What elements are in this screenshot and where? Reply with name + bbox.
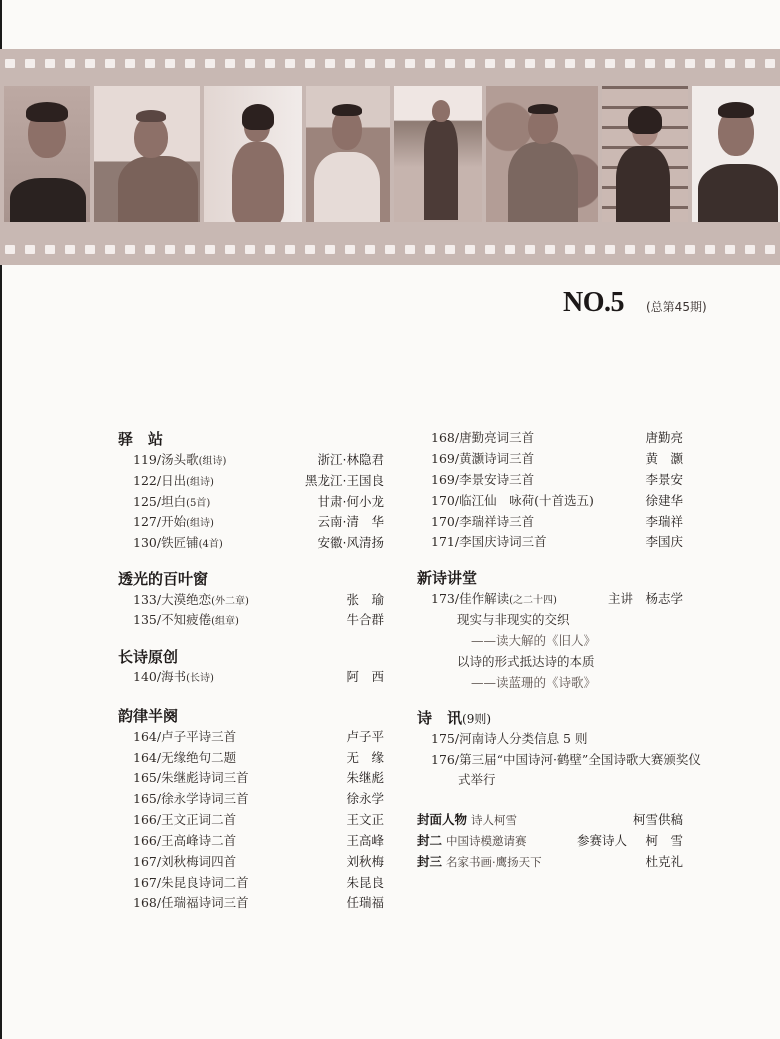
film-hole [45, 59, 55, 68]
cover-credit: 封二 中国诗模邀请赛 参赛诗人 柯 雪 [417, 833, 683, 848]
toc-row: 165/徐永学诗词三首 徐永学 [133, 791, 384, 806]
cover-credit: 封面人物 诗人柯雪 柯雪供稿 [417, 812, 683, 827]
film-hole [265, 245, 275, 254]
toc-row: 173/佳作解读(之二十四) 主讲 杨志学 [431, 591, 683, 606]
film-hole [445, 59, 455, 68]
author-photo-3 [204, 86, 302, 222]
film-hole [585, 245, 595, 254]
toc-row: 170/李瑞祥诗三首 李瑞祥 [431, 514, 683, 529]
film-hole [665, 59, 675, 68]
toc-row: 125/坦白(5首) 甘肃·何小龙 [133, 494, 384, 509]
toc-row: 167/朱昆良诗词二首 朱昆良 [133, 875, 384, 890]
film-hole [565, 59, 575, 68]
film-hole [65, 245, 75, 254]
film-hole [85, 59, 95, 68]
toc-row: 164/无缘绝句二题 无 缘 [133, 750, 384, 765]
author-photo-6 [486, 86, 598, 222]
film-hole [625, 245, 635, 254]
film-hole [525, 59, 535, 68]
toc-row: 135/不知疲倦(组章) 牛合群 [133, 612, 384, 627]
film-hole [405, 245, 415, 254]
film-hole [325, 245, 335, 254]
toc-row: 130/铁匠铺(4首) 安徽·风清扬 [133, 535, 384, 550]
film-hole [745, 245, 755, 254]
film-hole [765, 59, 775, 68]
film-hole [245, 245, 255, 254]
film-hole [345, 59, 355, 68]
film-hole [425, 59, 435, 68]
film-hole [185, 59, 195, 68]
section-title: 韵律半阕 [118, 707, 179, 725]
film-hole [405, 59, 415, 68]
film-hole [585, 59, 595, 68]
toc-row: 168/任瑞福诗词三首 任瑞福 [133, 895, 384, 910]
film-hole [65, 59, 75, 68]
film-hole [365, 245, 375, 254]
film-hole [485, 245, 495, 254]
film-hole [225, 245, 235, 254]
cover-credit: 封三 名家书画·鹰扬天下 杜克礼 [417, 854, 683, 869]
film-hole [425, 245, 435, 254]
section-title: 诗 讯(9则) [417, 709, 492, 727]
toc-row: 167/刘秋梅词四首 刘秋梅 [133, 854, 384, 869]
toc-row: 127/开始(组诗) 云南·清 华 [133, 514, 384, 529]
film-hole [285, 59, 295, 68]
news-item: 175/河南诗人分类信息 5 则 [431, 731, 588, 746]
issue-number: NO.5 [563, 287, 624, 318]
film-hole [545, 59, 555, 68]
toc-row: 166/王文正词二首 王文正 [133, 812, 384, 827]
film-hole [545, 245, 555, 254]
film-hole [465, 59, 475, 68]
film-hole [325, 59, 335, 68]
film-hole [385, 59, 395, 68]
section-title: 驿 站 [118, 430, 164, 448]
film-hole [505, 59, 515, 68]
author-photo-7 [602, 86, 688, 222]
film-hole [165, 59, 175, 68]
film-hole [565, 245, 575, 254]
film-hole [685, 245, 695, 254]
toc-row: 170/临江仙 咏荷(十首选五) 徐建华 [431, 493, 683, 508]
photo-row [4, 86, 780, 222]
film-hole [625, 59, 635, 68]
film-hole [145, 245, 155, 254]
film-hole [105, 59, 115, 68]
author-photo-1 [4, 86, 90, 222]
film-hole [445, 245, 455, 254]
film-hole [685, 59, 695, 68]
section-title: 新诗讲堂 [417, 569, 478, 587]
issue-total: (总第45期) [646, 300, 707, 314]
film-hole [505, 245, 515, 254]
news-item: 176/第三届“中国诗河·鹤壁”全国诗歌大赛颁奖仪 [431, 752, 701, 767]
toc-row: 140/海书(长诗) 阿 西 [133, 669, 384, 684]
toc-row: 171/李国庆诗词三首 李国庆 [431, 534, 683, 549]
film-hole [125, 59, 135, 68]
film-hole [165, 245, 175, 254]
film-strip-banner [0, 49, 780, 265]
film-hole [125, 245, 135, 254]
author-photo-2 [94, 86, 200, 222]
film-hole [605, 59, 615, 68]
film-hole [305, 59, 315, 68]
film-hole [145, 59, 155, 68]
toc-row: 168/唐勤亮词三首 唐勤亮 [431, 430, 683, 445]
toc-row: 164/卢子平诗三首 卢子平 [133, 729, 384, 744]
film-hole [25, 245, 35, 254]
film-hole [385, 245, 395, 254]
film-hole [705, 59, 715, 68]
film-hole [705, 245, 715, 254]
film-hole [85, 245, 95, 254]
film-hole [5, 59, 15, 68]
film-hole [745, 59, 755, 68]
film-hole [765, 245, 775, 254]
film-hole [225, 59, 235, 68]
film-hole [205, 59, 215, 68]
subtitle-line: ——读蓝珊的《诗歌》 [471, 675, 597, 690]
author-photo-8 [692, 86, 780, 222]
film-hole [265, 59, 275, 68]
film-hole [285, 245, 295, 254]
toc-row: 119/汤头歌(组诗) 浙江·林隐君 [133, 452, 384, 467]
film-hole [245, 59, 255, 68]
film-hole [485, 59, 495, 68]
film-holes-bottom [0, 245, 780, 254]
film-hole [365, 59, 375, 68]
film-hole [305, 245, 315, 254]
film-hole [105, 245, 115, 254]
film-hole [645, 59, 655, 68]
subtitle-line: 现实与非现实的交织 [457, 612, 570, 627]
author-photo-4 [306, 86, 390, 222]
film-hole [205, 245, 215, 254]
toc-row: 133/大漠绝恋(外二章) 张 瑜 [133, 592, 384, 607]
toc-row: 169/李景安诗三首 李景安 [431, 472, 683, 487]
film-hole [645, 245, 655, 254]
toc-row: 166/王高峰诗二首 王高峰 [133, 833, 384, 848]
subtitle-line: ——读大解的《旧人》 [471, 633, 597, 648]
film-hole [725, 59, 735, 68]
film-hole [5, 245, 15, 254]
news-item: 式举行 [458, 772, 496, 787]
film-hole [725, 245, 735, 254]
subtitle-line: 以诗的形式抵达诗的本质 [457, 654, 595, 669]
toc-row: 165/朱继彪诗词三首 朱继彪 [133, 770, 384, 785]
toc-row: 122/日出(组诗) 黑龙江·王国良 [133, 473, 384, 488]
film-hole [525, 245, 535, 254]
film-hole [605, 245, 615, 254]
film-hole [45, 245, 55, 254]
film-hole [185, 245, 195, 254]
author-photo-5 [394, 86, 482, 222]
toc-row: 169/黄灏诗词三首 黄 灏 [431, 451, 683, 466]
section-title: 透光的百叶窗 [118, 570, 209, 588]
film-hole [465, 245, 475, 254]
film-hole [25, 59, 35, 68]
section-title: 长诗原创 [118, 648, 179, 666]
film-hole [345, 245, 355, 254]
film-hole [665, 245, 675, 254]
film-holes-top [0, 59, 780, 68]
